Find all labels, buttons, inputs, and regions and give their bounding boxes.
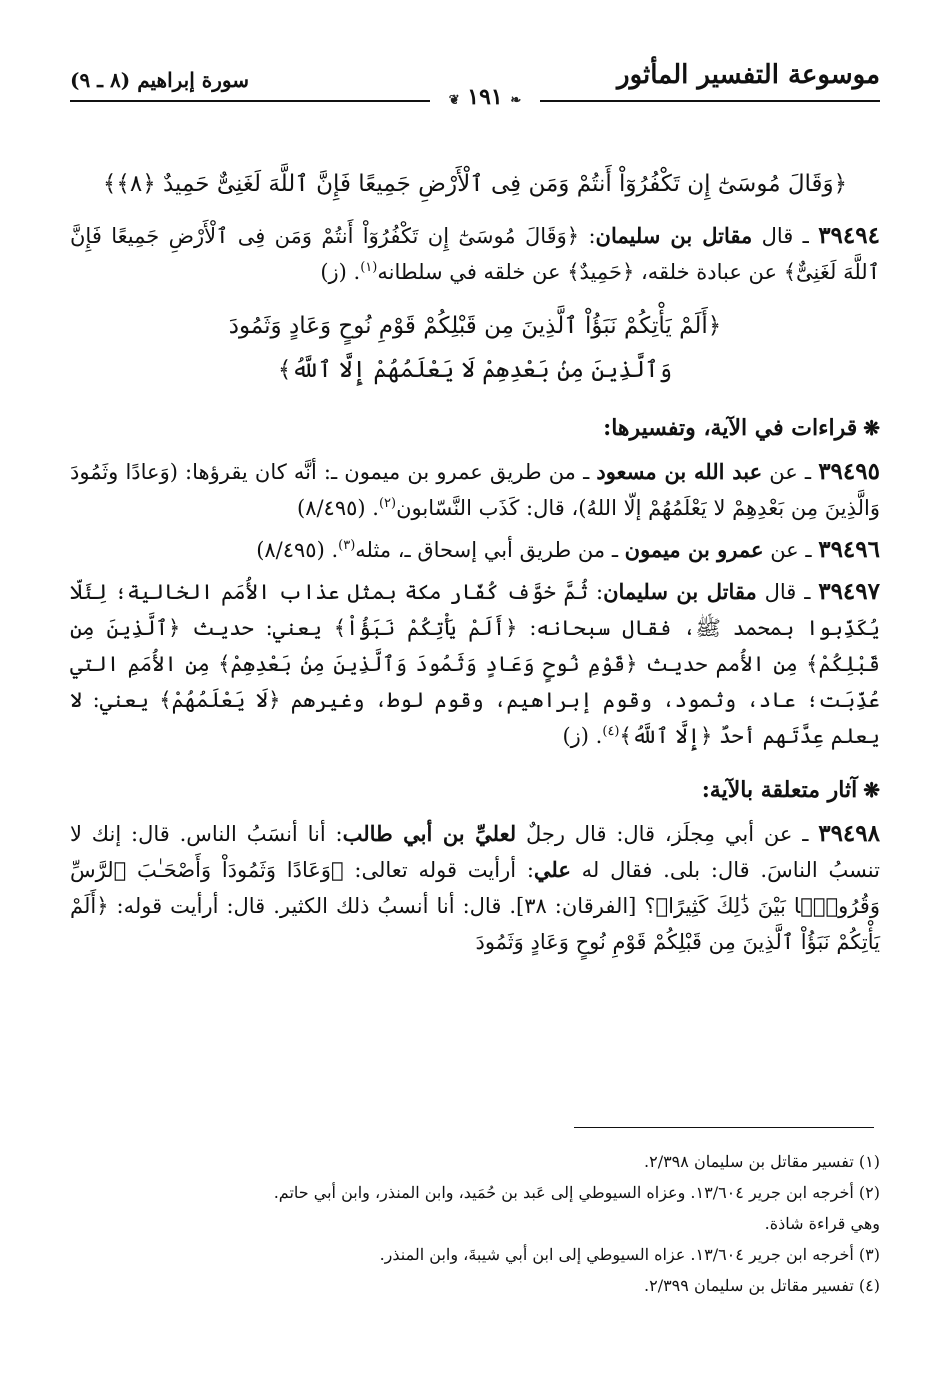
narration-intro: ـ عن [762, 460, 819, 484]
narration-number: ٣٩٤٩٨ [818, 820, 880, 847]
ayah-9 [70, 304, 880, 392]
ornament-icon: ❧ [510, 93, 522, 108]
footnote-separator [574, 1127, 874, 1128]
footnote-ref[interactable]: (٣) [338, 538, 356, 553]
narration-39497 [70, 574, 880, 754]
footnote-3: (٣) أخرجه ابن جرير ١٣/٦٠٤. عزاه السيوطي إلى ابن أبي شيبةَ، وابن المنذر. [379, 1245, 880, 1264]
footnote-ref[interactable]: (٤) [602, 724, 620, 739]
narration-39496 [70, 532, 880, 568]
narration-number: ٣٩٤٩٧ [818, 578, 880, 605]
ornament-icon: ❦ [448, 93, 460, 108]
narration-number: ٣٩٤٩٤ [818, 222, 880, 249]
narration-end: . (ز) [562, 724, 603, 748]
narrator-name-2: علي [533, 857, 571, 882]
header-rule-left [70, 100, 430, 102]
narration-39495 [70, 454, 880, 526]
narrator-name: عبد الله بن مسعود [596, 459, 763, 484]
narration-end: . (٨/٤٩٥) [297, 496, 379, 520]
narration-intro: ـ قال [752, 224, 819, 248]
footnotes [70, 1146, 880, 1301]
ayah-9-line-2: وَٱلَّذِينَ مِنۢ بَعْدِهِمْ لَا يَعْلَمُهُمْ إِلَّا ٱللَّهُ﴾ [277, 357, 673, 383]
section-heading-readings [70, 410, 880, 446]
narrator-name: عمرو بن ميمون [624, 537, 764, 562]
narration-number: ٣٩٤٩٥ [818, 458, 880, 485]
page-body [70, 162, 880, 966]
footnote-2: (٢) أخرجه ابن جرير ١٣/٦٠٤. وعزاه السيوطي إلى عَبد بن حُمَيد، وابن المنذر، وابن أبي حاتم. [273, 1183, 880, 1202]
flower-icon: ❋ [863, 416, 880, 440]
section-heading-athar [70, 772, 880, 808]
flower-icon: ❋ [863, 778, 880, 802]
narration-text-2: : أرأيت قوله تعالى: ﴿وَعَادًا وَثَمُودَاْ وَأَصْحَـٰبَ ٱلرَّسِّ وَقُرُونًۢا بَيْنَ ذَٰلِكَ كَثِيرًا﴾؟ [الفرقان: ٣٨]. قال: أنا أنسبُ ذلك الكثير. قال: أرأيت قوله: ﴿أَلَمْ يَأْتِكُمْ نَبَؤُاْ ٱلَّذِينَ مِن قَبْلِكُمْ قَوْمِ نُوحٍ وَعَادٍ وَثَمُودَ [70, 858, 880, 954]
footnote-1: (١) تفسير مقاتل بن سليمان ٢/٣٩٨. [644, 1152, 880, 1171]
running-header [70, 56, 880, 116]
header-rule-right [540, 100, 880, 102]
narration-intro: ـ عن [763, 538, 819, 562]
ayah-8 [70, 162, 880, 206]
narration-text: : أنا أنسَبُ الناس. قال: إنك لا تنسبُ الناسَ. قال: بلى. فقال له [70, 822, 880, 882]
narration-text: : ﴿وَقَالَ مُوسَىٰٓ إِن تَكْفُرُوٓاْ أَنتُمْ وَمَن فِى ٱلْأَرْضِ جَمِيعًا فَإِنَّ ٱللَّهَ لَغَنِىٌّ﴾ عن عبادة خلقه، ﴿حَمِيدٌ﴾ عن خلقه في سلطانه [70, 224, 880, 284]
narration-text: ـ من طريق أبي إسحاق ـ، مثله [355, 538, 625, 562]
narration-39498 [70, 816, 880, 960]
narration-intro: ـ قال [756, 580, 819, 604]
ayah-8-text: ﴿وَقَالَ مُوسَىٰٓ إِن تَكْفُرُوٓاْ أَنتُمْ وَمَن فِى ٱلْأَرْضِ جَمِيعًا فَإِنَّ ٱللَّهَ لَغَنِىٌّ حَمِيدٌ ﴿٨﴾﴾ [102, 171, 848, 197]
narration-end: . (ز) [320, 260, 361, 284]
section-title-text: قراءات في الآية، وتفسيرها: [603, 415, 858, 441]
narrator-name: مقاتل بن سليمان [603, 579, 757, 604]
footnote-4: (٤) تفسير مقاتل بن سليمان ٢/٣٩٩. [644, 1276, 880, 1295]
section-title-text: آثار متعلقة بالآية: [701, 777, 858, 803]
page-number-block [430, 84, 540, 110]
surah-reference: سورة إبراهيم (٨ ـ ٩) [70, 68, 249, 92]
book-title: موسوعة التفسير المأثور [617, 60, 880, 90]
footnote-2-continued: وهي قراءة شاذة. [764, 1214, 880, 1233]
narrator-name: مقاتل بن سليمان [595, 223, 753, 248]
footnote-ref[interactable]: (١) [360, 260, 378, 275]
narrator-name: لعليِّ بن أبي طالب [342, 821, 517, 846]
narration-text: ـ من طريق عمرو بن ميمون ـ: أنَّه كان يقرؤها: (وَعادًا وثَمُودَ وَالَّذِينَ مِن بَعْدِهِمْ لا يَعْلَمُهُمْ إلّا اللهُ)، قال: كَذَب النَّسّابون [70, 460, 880, 520]
footnote-ref[interactable]: (٢) [378, 496, 397, 511]
narration-39494 [70, 218, 880, 290]
ayah-9-line-1: ﴿أَلَمْ يَأْتِكُمْ نَبَؤُاْ ٱلَّذِينَ مِن قَبْلِكُمْ قَوْمِ نُوحٍ وَعَادٍ وَثَمُودَ [228, 313, 722, 339]
narration-text: : ثُمَّ خوَّف كُفّار مكة بمثل عذاب الأُمَم الخالية؛ لِئَلّا يُكَذِّبوا بمحمد ﷺ، فقال سبحانه: ﴿أَلَمْ يَأْتِكُمْ نَبَؤُاْ﴾ يعني: حديث ﴿ٱلَّذِينَ مِن قَبْلِكُمْ﴾ مِن الأُمم حديث ﴿قَوْمِ نُوحٍ وَعَادٍ وَثَمُودَ وَٱلَّذِينَ مِنۢ بَعْدِهِمْ﴾ مِن الأُمَمِ التي عُذِّبَت؛ عاد، وثمود، وقوم إبراهيم، وقوم لوط، وغيرهم ﴿لَا يَعْلَمُهُمْ﴾ يعني: لا يعلم عِدَّتَهم أحدٌ ﴿إِلَّا ٱللَّهُ﴾ [70, 580, 880, 748]
narration-end: . (٨/٤٩٥) [256, 538, 339, 562]
page-number: ١٩١ [467, 84, 503, 110]
narration-number: ٣٩٤٩٦ [818, 536, 880, 563]
narration-intro: ـ عن أبي مِجلَز، قال: قال رجلٌ [516, 822, 819, 846]
